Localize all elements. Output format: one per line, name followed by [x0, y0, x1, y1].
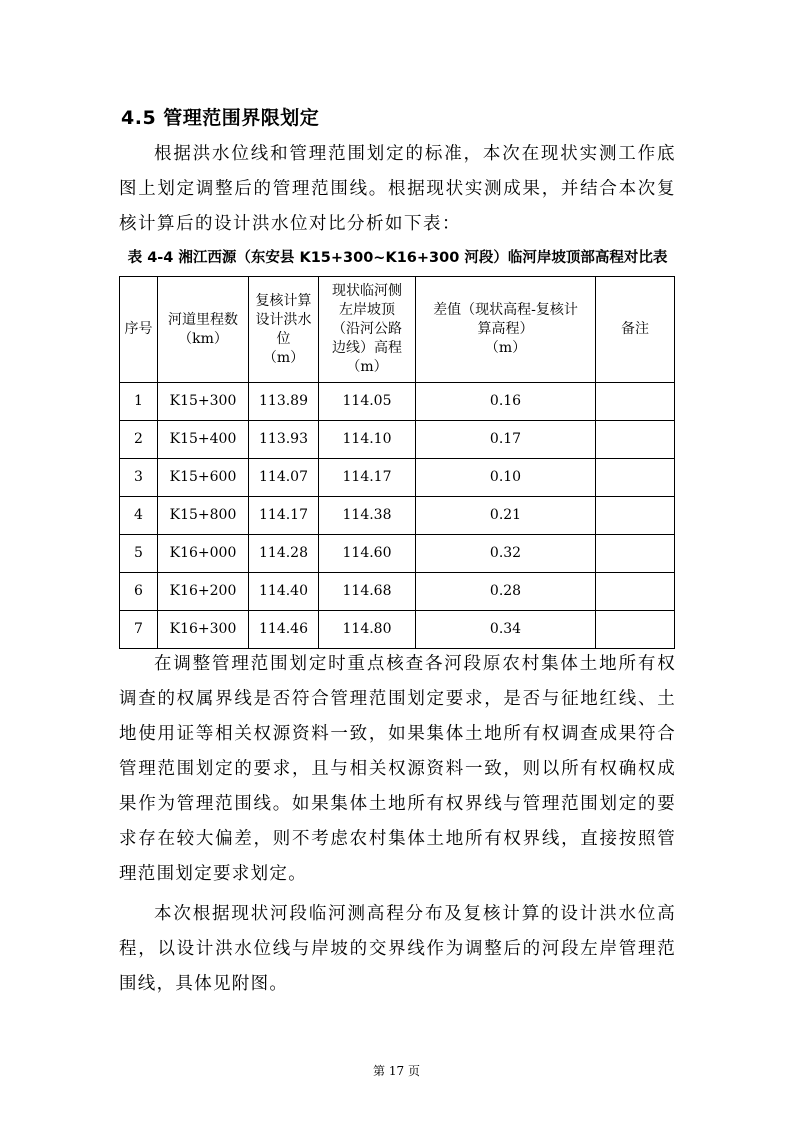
header-design-flood-level: 复核计算 设计洪水 位 （m）	[249, 277, 319, 383]
cell-mileage: K16+200	[158, 573, 249, 611]
cell-design-flood-level: 114.17	[249, 497, 319, 535]
cell-index: 4	[120, 497, 158, 535]
cell-difference: 0.34	[416, 611, 596, 649]
cell-design-flood-level: 114.07	[249, 459, 319, 497]
cell-difference: 0.21	[416, 497, 596, 535]
table-row	[120, 383, 675, 421]
paragraph-intro: 根据洪水位线和管理范围划定的标准，本次在现状实测工作底图上划定调整后的管理范围线。根据现状实测成果，并结合本次复核计算后的设计洪水位对比分析如下表：	[119, 144, 676, 234]
cell-remarks	[596, 459, 675, 497]
cell-bank-top-elevation: 114.10	[319, 421, 416, 459]
table-row	[120, 421, 675, 459]
cell-remarks	[596, 573, 675, 611]
cell-remarks	[596, 497, 675, 535]
table-caption: 表 4-4 湘江西源（东安县 K15+300~K16+300 河段）临河岸坡顶部高程对比表	[127, 250, 668, 266]
cell-remarks	[596, 611, 675, 649]
cell-difference: 0.17	[416, 421, 596, 459]
cell-difference: 0.10	[416, 459, 596, 497]
paragraph-ownership: 在调整管理范围划定时重点核查各河段原农村集体土地所有权调查的权属界线是否符合管理范围划定要求，是否与征地红线、土地使用证等相关权源资料一致，如果集体土地所有权调查成果符合管理范围划定的要求，且与相关权源资料一致，则以所有权确权成果作为管理范围线。如果集体土地所有权界线与管理范围划定的要求存在较大偏差，则不考虑农村集体土地所有权界线，直接按照管理范围划定要求划定。	[119, 654, 676, 884]
cell-index: 6	[120, 573, 158, 611]
cell-mileage: K15+400	[158, 421, 249, 459]
cell-mileage: K15+600	[158, 459, 249, 497]
cell-design-flood-level: 113.89	[249, 383, 319, 421]
header-mileage: 河道里程数 （km）	[158, 277, 249, 383]
cell-mileage: K16+000	[158, 535, 249, 573]
cell-index: 5	[120, 535, 158, 573]
cell-bank-top-elevation: 114.38	[319, 497, 416, 535]
page-number: 第 17 页	[373, 1064, 420, 1078]
cell-difference: 0.32	[416, 535, 596, 573]
header-remarks: 备注	[596, 277, 675, 383]
cell-remarks	[596, 421, 675, 459]
cell-index: 1	[120, 383, 158, 421]
cell-design-flood-level: 114.40	[249, 573, 319, 611]
cell-mileage: K15+800	[158, 497, 249, 535]
table-row	[120, 535, 675, 573]
cell-design-flood-level: 114.28	[249, 535, 319, 573]
cell-difference: 0.28	[416, 573, 596, 611]
cell-index: 7	[120, 611, 158, 649]
header-bank-top-elevation: 现状临河侧 左岸坡顶 （沿河公路 边线）高程 （m）	[319, 277, 416, 383]
header-difference: 差值（现状高程-复核计 算高程） （m）	[416, 277, 596, 383]
cell-bank-top-elevation: 114.05	[319, 383, 416, 421]
cell-bank-top-elevation: 114.60	[319, 535, 416, 573]
elevation-comparison-table	[119, 276, 675, 649]
cell-design-flood-level: 114.46	[249, 611, 319, 649]
table-header-row	[120, 277, 675, 383]
cell-mileage: K15+300	[158, 383, 249, 421]
table-row	[120, 459, 675, 497]
cell-remarks	[596, 535, 675, 573]
header-index: 序号	[120, 277, 158, 383]
cell-index: 2	[120, 421, 158, 459]
table-row	[120, 573, 675, 611]
cell-difference: 0.16	[416, 383, 596, 421]
table-row	[120, 497, 675, 535]
cell-index: 3	[120, 459, 158, 497]
cell-remarks	[596, 383, 675, 421]
cell-bank-top-elevation: 114.17	[319, 459, 416, 497]
paragraph-conclusion: 本次根据现状河段临河测高程分布及复核计算的设计洪水位高程，以设计洪水位线与岸坡的交界线作为调整后的河段左岸管理范围线，具体见附图。	[119, 904, 676, 994]
cell-bank-top-elevation: 114.80	[319, 611, 416, 649]
cell-design-flood-level: 113.93	[249, 421, 319, 459]
cell-bank-top-elevation: 114.68	[319, 573, 416, 611]
section-heading: 4.5 管理范围界限划定	[121, 107, 320, 129]
cell-mileage: K16+300	[158, 611, 249, 649]
table-row	[120, 611, 675, 649]
